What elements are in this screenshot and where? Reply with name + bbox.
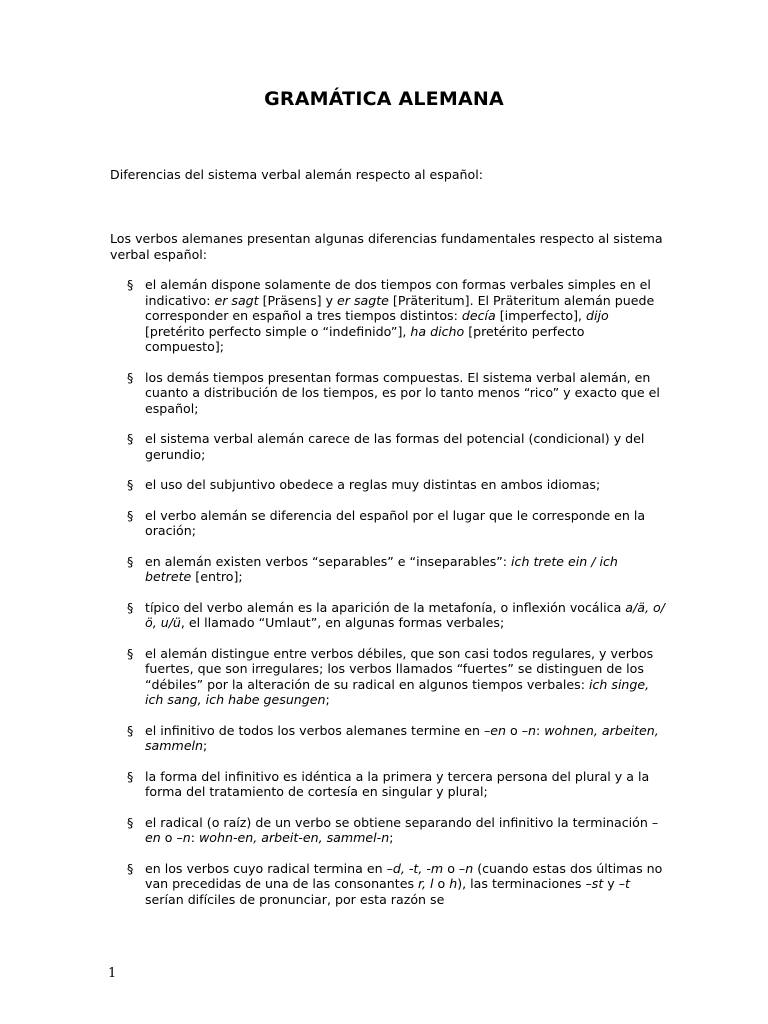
text-run: típico del verbo alemán es la aparición de la metafonía, o inflexión vocálica: [145, 599, 626, 615]
italic-example: –t: [618, 876, 630, 891]
text-run: el alemán distingue entre verbos débiles, que son casi todos regulares, y verbos fuertes, que son irregulares; los verbos llamados “fuertes” se distinguen de los “débiles” por la alteración de su radical en algunos tiempos verbales:: [145, 645, 654, 692]
list-item: [127, 508, 667, 539]
text-run: ;: [389, 830, 394, 845]
list-item-text: [145, 723, 667, 754]
list-item-text: [145, 370, 667, 417]
list-item: [127, 815, 667, 846]
text-run: [pretérito perfecto compuesto];: [145, 323, 585, 354]
text-run: o: [433, 876, 450, 891]
italic-example: ha dicho: [410, 323, 465, 339]
page-number: 1: [108, 966, 117, 981]
section-bullet-icon: §: [127, 814, 134, 830]
section-bullet-icon: §: [127, 860, 134, 876]
page-title: GRAMÁTICA ALEMANA: [264, 88, 504, 110]
bullet-list: [127, 277, 667, 907]
list-item-text: [145, 646, 667, 708]
text-run: :: [190, 830, 199, 845]
list-item: [127, 723, 667, 754]
list-item: [127, 431, 667, 462]
section-bullet-icon: §: [127, 277, 134, 292]
text-run: , el llamado “Umlaut”, en algunas formas verbales;: [180, 615, 505, 630]
text-run: o: [160, 830, 177, 845]
list-item: [127, 600, 667, 631]
text-run: en alemán existen verbos “separables” e “inseparables”:: [145, 553, 512, 569]
text-run: [imperfecto],: [495, 308, 587, 323]
lead-paragraph: Los verbos alemanes presentan algunas diferencias fundamentales respecto al sistema verbal español:: [110, 231, 663, 262]
list-item-text: [145, 600, 667, 631]
list-item: [127, 477, 667, 493]
list-item: [127, 861, 667, 908]
italic-example: ich trete ein / ich betrete: [145, 553, 618, 584]
list-item: [127, 554, 667, 585]
section-bullet-icon: §: [127, 722, 134, 738]
list-item-text: [145, 431, 667, 462]
text-run: (cuando estas dos últimas no van precedidas de una de las consonantes: [145, 860, 663, 891]
text-run: la forma del infinitivo es idéntica a la primera y tercera persona del plural y a la forma del tratamiento de cortesía en singular y plural;: [145, 768, 650, 799]
text-run: ), las terminaciones: [457, 876, 586, 891]
section-bullet-icon: §: [127, 645, 134, 661]
text-run: [Präteritum]. El Präteritum alemán puede corresponder en español a tres tiempos distintos:: [145, 292, 655, 323]
italic-example: –en: [145, 814, 659, 845]
text-run: el uso del subjuntivo obedece a reglas muy distintas en ambos idiomas;: [145, 477, 601, 492]
section-bullet-icon: §: [127, 369, 134, 385]
text-run: ;: [325, 692, 330, 707]
list-item-text: [145, 815, 667, 846]
list-item: [127, 769, 667, 800]
list-item-text: [145, 508, 667, 539]
text-run: el radical (o raíz) de un verbo se obtiene separando del infinitivo la terminación: [145, 814, 652, 830]
list-item-text: [145, 769, 667, 800]
section-bullet-icon: §: [127, 768, 134, 784]
italic-example: –n: [521, 722, 536, 738]
italic-example: –n: [176, 830, 191, 845]
intro-paragraph: Diferencias del sistema verbal alemán respecto al español:: [110, 167, 483, 182]
section-bullet-icon: §: [127, 507, 134, 523]
text-run: los demás tiempos presentan formas compuestas. El sistema verbal alemán, en cuanto a distribución de los tiempos, es por lo tanto menos “rico” y exacto que el español;: [145, 369, 660, 416]
text-run: o: [505, 722, 522, 738]
text-run: [pretérito perfecto simple o “indefinido”],: [145, 323, 411, 339]
text-run: en los verbos cuyo radical termina en: [145, 860, 387, 876]
italic-example: dijo: [586, 308, 609, 323]
text-run: el sistema verbal alemán carece de las formas del potencial (condicional) y del gerundio;: [145, 431, 645, 462]
italic-example: –n: [458, 860, 474, 876]
section-bullet-icon: §: [127, 599, 134, 615]
italic-example: ich singe, ich sang, ich habe gesungen: [145, 676, 650, 707]
section-bullet-icon: §: [127, 431, 134, 446]
section-bullet-icon: §: [127, 477, 134, 492]
list-item-text: [145, 554, 667, 585]
text-run: el verbo alemán se diferencia del español por el lugar que le corresponde en la oración;: [145, 507, 646, 538]
list-item: [127, 646, 667, 708]
italic-example: r, l: [418, 876, 434, 891]
text-run: :: [535, 722, 545, 738]
text-run: el alemán dispone solamente de dos tiempos con formas verbales simples en el indicativo:: [145, 277, 651, 308]
text-run: ;: [203, 738, 208, 753]
list-item: [127, 277, 667, 355]
italic-example: er sagt: [214, 292, 259, 308]
italic-example: er sagte: [337, 292, 389, 308]
list-item: [127, 370, 667, 417]
list-item-text: [145, 861, 667, 908]
italic-example: decía: [461, 308, 496, 323]
italic-example: –d, -t, -m: [386, 860, 444, 876]
italic-example: –en: [483, 722, 506, 738]
italic-example: a/ä, o/ö, u/ü: [145, 599, 665, 630]
text-run: [Präsens] y: [258, 292, 338, 308]
list-item-text: [145, 477, 667, 493]
text-run: [entro];: [191, 569, 243, 584]
text-run: o: [443, 860, 459, 876]
text-run: el infinitivo de todos los verbos alemanes termine en: [145, 722, 484, 738]
list-item-text: [145, 277, 667, 355]
text-run: serían difíciles de pronunciar, por esta razón se: [145, 891, 445, 907]
italic-example: h: [449, 876, 458, 891]
section-bullet-icon: §: [127, 553, 134, 569]
italic-example: –st: [585, 876, 604, 891]
text-run: y: [603, 876, 619, 891]
italic-example: wohnen, arbeiten, sammeln: [145, 722, 659, 753]
italic-example: wohn-en, arbeit-en, sammel-n: [198, 830, 390, 845]
